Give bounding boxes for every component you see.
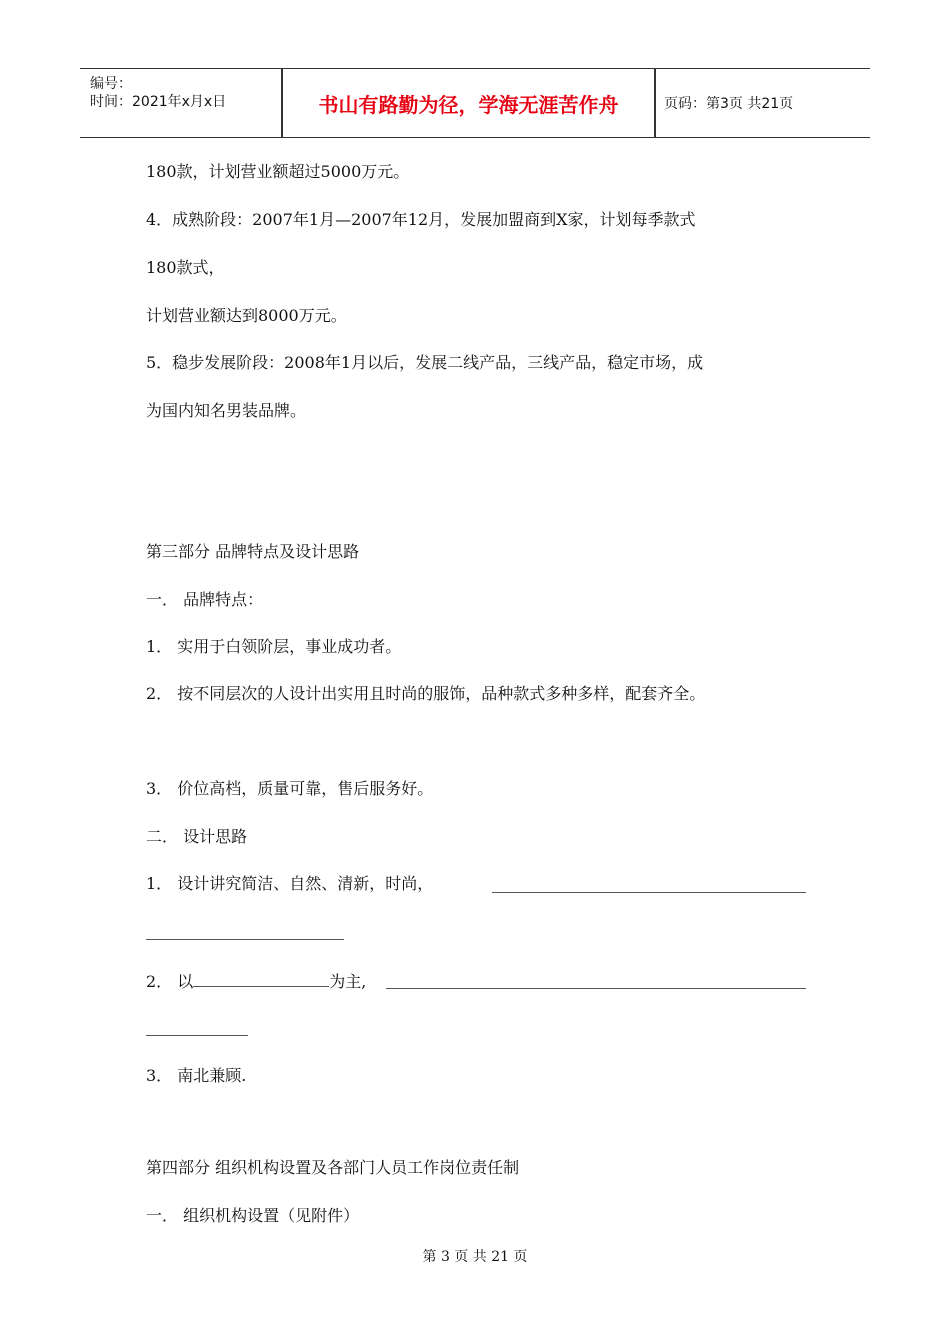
header-page-number: 页码：第3页 共21页 [664,96,794,112]
fill-blank-line [386,988,806,989]
body-line: 为国内知名男装品牌。 [146,401,307,420]
header-motto: 书山有路勤为径，学海无涯苦作舟 [318,92,619,117]
list-item: 3． 价位高档，质量可靠，售后服务好。 [146,779,434,798]
section-heading: 第三部分 品牌特点及设计思路 [146,542,360,561]
fill-blank-line [492,892,806,893]
subsection-heading: 一． 组织机构设置（见附件） [146,1206,360,1225]
list-item [146,970,366,992]
body-line: 180款式， [146,258,225,277]
fill-blank-line [146,1035,248,1036]
subsection-heading: 一． 品牌特点： [146,590,264,609]
list-item: 2． 按不同层次的人设计出实用且时尚的服饰，品种款式多种多样，配套齐全。 [146,684,706,703]
body-line: 计划营业额达到8000万元。 [146,306,347,325]
fill-blank [193,970,329,987]
list-item-text: 为主, [329,972,367,991]
header-meta [80,69,280,137]
fill-blank-line [146,939,344,940]
header-time: 时间：2021年x月x日 [90,94,227,110]
list-item: 1． 设计讲究简洁、自然、清新，时尚， [146,874,434,893]
header-number: 编号： [90,76,132,92]
header-divider [654,69,656,137]
body-line: 5．稳步发展阶段：2008年1月以后，发展二线产品，三线产品，稳定市场，成 [146,353,704,372]
section-heading: 第四部分 组织机构设置及各部门人员工作岗位责任制 [146,1158,520,1177]
body-line: 180款，计划营业额超过5000万元。 [146,162,410,181]
list-item: 1． 实用于白领阶层，事业成功者。 [146,637,402,656]
list-item: 3． 南北兼顾. [146,1066,247,1085]
body-line: 4．成熟阶段：2007年1月—2007年12月，发展加盟商到X家，计划每季款式 [146,210,696,229]
page-footer: 第 3 页 共 21 页 [422,1249,528,1265]
subsection-heading: 二． 设计思路 [146,827,248,846]
list-item-text: 2． 以 [146,972,194,991]
document-header [80,68,870,138]
